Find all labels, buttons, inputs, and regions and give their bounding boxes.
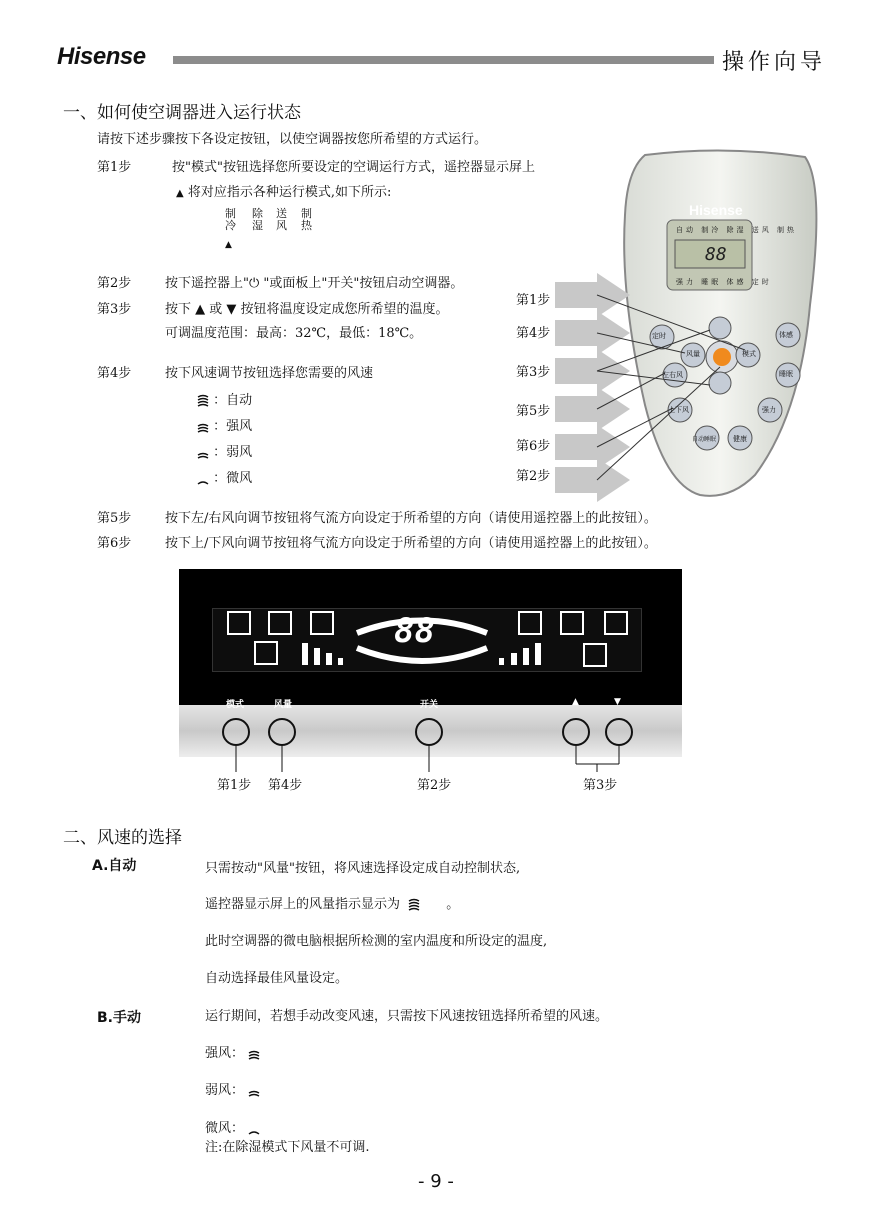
auto-line-2 [205,893,459,912]
fan-quiet-icon [248,1122,260,1136]
step2-label: 第2步 [97,276,132,291]
callout-step3: 第3步 [516,365,551,380]
panel-mode-label: 模式 [226,700,245,710]
step1-text2-content: 将对应指示各种运行模式,如下所示: [187,185,392,200]
panel-fan-label: 风量 [274,700,293,710]
step6-label: 第6步 [97,536,132,551]
fan-high-label: ：强风 [213,419,253,434]
remote-strong-button[interactable]: 强力 [762,406,776,414]
auto-label: A.自动 [92,858,137,874]
manual-quiet-label: 微风： [205,1121,245,1136]
callout-step6: 第6步 [516,439,551,454]
mode-2 [276,208,287,232]
section1-title: 一、如何使空调器进入运行状态 [63,103,301,123]
remote-sleep-button[interactable]: 睡眠 [779,370,793,378]
mode-0 [225,208,236,232]
fan-low-icon [197,446,209,460]
callout-step1: 第1步 [516,293,551,308]
fan-auto-label: ：自动 [213,393,253,408]
note: 注:在除湿模式下风量不可调. [205,1140,370,1155]
manual-line: 运行期间，若想手动改变风速，只需按下风速按钮选择所希望的风速。 [205,1009,609,1024]
mode-2-top: 送 [276,207,287,220]
panel-power-label: 开关 [420,700,439,710]
mode-2-bottom: 风 [276,219,287,232]
manual-high-label: 强风： [205,1046,245,1061]
panel-up-button[interactable] [562,718,590,746]
remote-mode-sleep: 睡眠 [701,278,722,286]
fan-auto-row [197,389,252,408]
remote-display: 88 [705,244,727,265]
auto-line-2-text: 遥控器显示屏上的风量指示显示为 [205,897,401,912]
manual-quiet [205,1117,260,1136]
callout-step5: 第5步 [516,404,551,419]
step1-text: 按"模式"按钮选择您所要设定的空调运行方式，遥控器显示屏上 [172,160,535,175]
remote-mode-cool: 制冷 [701,226,722,234]
fan-quiet-icon [197,472,209,486]
step5-label: 第5步 [97,511,132,526]
section2-title: 二、风速的选择 [63,828,182,848]
step2-text: 按下遥控器上"⏻ "或面板上"开关"按钮启动空调器。 [165,276,464,291]
page-title: 操作向导 [722,50,827,75]
fan-auto-icon [408,898,420,912]
section1-intro: 请按下述步骤按下各设定按钮，以使空调器按您所希望的方式运行。 [97,132,488,147]
panel-step1: 第1步 [217,778,252,793]
panel-down-label: ▼ [614,697,621,707]
fan-low-label: ：弱风 [213,445,253,460]
mode-indicator-icon: ▲ [225,240,232,250]
panel-down-button[interactable] [605,718,633,746]
mode-3-bottom: 热 [301,219,312,232]
panel-step2: 第2步 [417,778,452,793]
auto-line-1: 只需按动"风量"按钮，将风速选择设定成自动控制状态, [205,861,521,876]
manual-low [205,1079,260,1098]
step1-label: 第1步 [97,160,132,175]
panel-power-button[interactable] [415,718,443,746]
step4-text: 按下风速调节按钮选择您需要的风速 [165,366,374,381]
fan-quiet-row [197,467,252,486]
remote-mode-timer: 定时 [751,278,772,286]
panel-step4: 第4步 [268,778,303,793]
manual-low-label: 弱风： [205,1083,245,1098]
panel-mode-button[interactable] [222,718,250,746]
remote-body-button[interactable]: 体感 [779,331,793,339]
manual-label: B.手动 [97,1010,141,1026]
brand-logo: Hisense [57,43,146,70]
step4-label: 第4步 [97,366,132,381]
remote-mode-dry: 除湿 [726,226,747,234]
auto-line-3: 此时空调器的微电脑根据所检测的室内温度和所设定的温度, [205,934,548,949]
remote-mode-button[interactable]: 模式 [742,350,756,358]
mode-3 [301,208,312,232]
mode-3-top: 制 [301,207,312,220]
triangle-up-icon: ▲ [176,188,184,199]
panel-leader-lines [179,744,682,774]
step6-text: 按下上/下风向调节按钮将气流方向设定于所希望的方向（请使用遥控器上的此按钮）。 [165,536,657,551]
fan-low-icon [248,1084,260,1098]
callout-step2: 第2步 [516,469,551,484]
page-number: - 9 - [418,1171,454,1192]
step3-label: 第3步 [97,302,132,317]
remote-top-modes [676,225,797,235]
panel-temperature: 88 [394,611,435,651]
mode-1 [252,208,263,232]
mode-1-top: 除 [252,207,263,220]
mode-0-top: 制 [225,207,236,220]
remote-brand: Hisense [689,202,743,218]
callout-step4: 第4步 [516,326,551,341]
step5-text: 按下左/右风向调节按钮将气流方向设定于所希望的方向（请使用遥控器上的此按钮）。 [165,511,657,526]
fan-high-row [197,415,252,434]
manual-high [205,1042,260,1061]
header-divider [173,56,714,64]
remote-ud-button[interactable]: 上下风 [668,406,689,414]
remote-lr-button[interactable]: 左右风 [662,371,683,379]
remote-timer-button[interactable]: 定时 [652,332,666,340]
remote-mode-body: 体感 [726,278,747,286]
remote-mode-auto: 自动 [676,226,696,234]
mode-0-bottom: 冷 [225,219,236,232]
remote-bottom-modes [676,277,772,287]
mode-1-bottom: 湿 [252,219,263,232]
remote-auto-button[interactable]: 自动睡眠 [692,436,717,443]
remote-illustration [505,145,835,505]
panel-step3: 第3步 [583,778,618,793]
step3-text: 按下 ▲ 或 ▼ 按钮将温度设定成您所希望的温度。 [165,302,449,317]
fan-quiet-label: ：微风 [213,471,253,486]
remote-mode-strong: 强力 [676,278,696,286]
remote-health-button[interactable]: 健康 [733,435,747,443]
step3-range: 可调温度范围：最高：32℃，最低：18℃。 [165,326,423,341]
fan-high-icon [248,1047,260,1061]
remote-mode-heat: 制热 [776,226,797,234]
fan-auto-icon [197,394,209,408]
auto-line-2-tail: 。 [446,897,460,912]
panel-fan-button[interactable] [268,718,296,746]
remote-fan-button[interactable]: 风量 [686,350,700,358]
fan-low-row [197,441,252,460]
fan-high-icon [197,420,209,434]
step1-text2 [176,181,391,200]
auto-line-4: 自动选择最佳风量设定。 [205,971,349,986]
panel-up-label: ▲ [572,697,579,707]
remote-mode-fan: 送风 [751,226,772,234]
